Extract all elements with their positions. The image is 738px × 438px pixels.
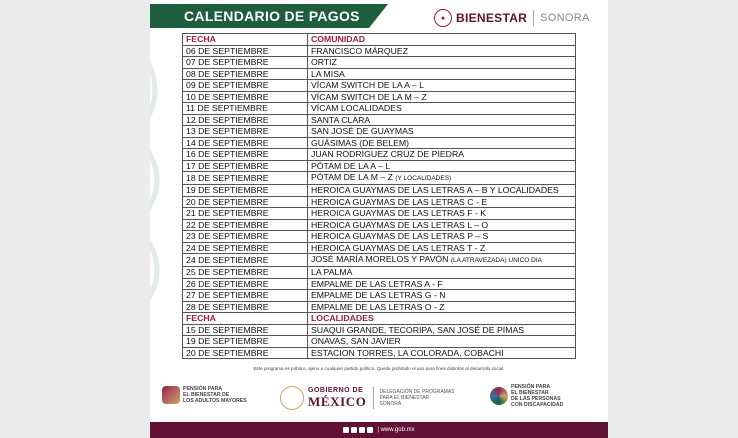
date-cell — [183, 114, 308, 126]
table-row — [183, 172, 576, 185]
table-row — [183, 196, 576, 208]
place-cell — [308, 301, 576, 313]
place-cell — [308, 242, 576, 254]
place-cell — [308, 208, 576, 220]
place-cell — [308, 185, 576, 197]
table-row — [183, 278, 576, 290]
date-cell — [183, 68, 308, 80]
date-cell — [183, 149, 308, 161]
logo-right-line: PENSIÓN PARA — [511, 384, 551, 390]
date-cell — [183, 126, 308, 138]
place-cell — [308, 219, 576, 231]
place-cell — [308, 267, 576, 279]
date-cell — [183, 290, 308, 302]
cell-text: PÓTAM DE LA M – Z — [311, 172, 393, 182]
cell-text: 28 DE SEPTIEMBRE — [186, 301, 269, 312]
cell-text: HEROICA GUAYMAS DE LAS LETRAS T - Z — [311, 242, 486, 253]
cell-text: HEROICA GUAYMAS DE LAS LETRAS P – S — [311, 231, 489, 242]
table-row — [183, 231, 576, 243]
brand-divider — [533, 10, 534, 26]
date-cell — [183, 347, 308, 359]
cell-text: 15 DE SEPTIEMBRE — [186, 324, 269, 335]
cell-text: LOCALIDADES — [311, 313, 374, 324]
table-row — [183, 267, 576, 279]
cell-text: PÓTAM DE LA A – L — [311, 160, 391, 171]
bottom-bar — [150, 422, 608, 438]
table-row — [183, 290, 576, 302]
gob-line2: MÉXICO — [308, 393, 367, 409]
cell-text: 09 DE SEPTIEMBRE — [186, 80, 269, 91]
logo-right-line: CON DISCAPACIDAD — [511, 402, 564, 408]
table-row — [183, 45, 576, 57]
place-cell — [308, 254, 576, 267]
table-row — [183, 103, 576, 115]
footer-logos — [150, 382, 608, 418]
date-cell — [183, 172, 308, 185]
cell-text: HEROICA GUAYMAS DE LAS LETRAS F - K — [311, 208, 487, 219]
adultos-mayores-logo — [162, 386, 247, 404]
date-cell — [183, 185, 308, 197]
place-cell — [308, 336, 576, 348]
cell-text: 17 DE SEPTIEMBRE — [186, 160, 269, 171]
table-row — [183, 137, 576, 149]
date-cell — [183, 137, 308, 149]
place-cell — [308, 196, 576, 208]
cell-text: JOSÉ MARÍA MORELOS Y PAVÓN — [311, 254, 449, 264]
table-row — [183, 336, 576, 348]
discapacidad-logo — [490, 384, 563, 408]
cell-text: LA PALMA — [311, 267, 353, 278]
place-note: (LA ATRAVEZADA) UNICO DIA — [450, 257, 542, 264]
place-cell — [308, 126, 576, 138]
delegacion-line: SONORA — [379, 401, 402, 407]
place-cell — [308, 80, 576, 92]
gob-divider — [373, 387, 374, 409]
cell-text: 22 DE SEPTIEMBRE — [186, 219, 269, 230]
table-header-localidades — [183, 313, 576, 325]
cell-text: 14 DE SEPTIEMBRE — [186, 137, 269, 148]
cell-text: 16 DE SEPTIEMBRE — [186, 149, 269, 160]
delegacion-line: PARA EL BIENESTAR — [379, 395, 430, 401]
place-cell — [308, 231, 576, 243]
date-cell — [183, 242, 308, 254]
header-place — [308, 34, 576, 46]
cell-text: ORTIZ — [311, 57, 337, 68]
date-cell — [183, 45, 308, 57]
cell-text: 18 DE SEPTIEMBRE — [186, 173, 269, 183]
cell-text: 19 DE SEPTIEMBRE — [186, 336, 269, 347]
cell-text: 19 DE SEPTIEMBRE — [186, 185, 269, 196]
cell-text: FRANCISCO MÁRQUEZ — [311, 45, 409, 56]
page-title: CALENDARIO DE PAGOS — [184, 8, 360, 24]
date-cell — [183, 80, 308, 92]
website-link[interactable]: | www.gob.mx — [377, 427, 415, 433]
place-cell — [308, 172, 576, 185]
table-row — [183, 219, 576, 231]
date-cell — [183, 196, 308, 208]
header-fecha — [183, 34, 308, 46]
table-row — [183, 185, 576, 197]
place-cell — [308, 68, 576, 80]
logo-right-line: DE LAS PERSONAS — [511, 396, 561, 402]
facebook-icon[interactable] — [343, 427, 349, 433]
date-cell — [183, 254, 308, 267]
table-row — [183, 68, 576, 80]
place-note: (Y LOCALIDADES) — [395, 175, 452, 182]
place-cell — [308, 57, 576, 69]
cell-text: 11 DE SEPTIEMBRE — [186, 103, 268, 114]
cell-text: 24 DE SEPTIEMBRE — [186, 255, 269, 265]
twitter-icon[interactable] — [351, 427, 357, 433]
cell-text: HEROICA GUAYMAS DE LAS LETRAS A – B Y LOCALIDADES — [311, 185, 559, 196]
logo-right-line: EL BIENESTAR — [511, 390, 549, 396]
cell-text: 07 DE SEPTIEMBRE — [186, 57, 269, 68]
cell-text: 20 DE SEPTIEMBRE — [186, 196, 269, 207]
instagram-icon[interactable] — [359, 427, 365, 433]
cell-text: JUAN RODRÍGUEZ CRUZ DE PIEDRA — [311, 149, 465, 160]
brand-state: SONORA — [540, 12, 590, 24]
cell-text: SANTA CLARA — [311, 114, 371, 125]
table-row — [183, 254, 576, 267]
payment-calendar-sheet — [150, 0, 608, 438]
date-cell — [183, 324, 308, 336]
logo-left-line: PENSIÓN PARA — [183, 386, 223, 392]
place-cell — [308, 137, 576, 149]
cell-text: GUÁSIMAS (DE BELEM) — [311, 137, 409, 148]
place-cell — [308, 160, 576, 172]
place-cell — [308, 45, 576, 57]
brand-name: BIENESTAR — [456, 11, 528, 25]
table-row — [183, 301, 576, 313]
cell-text: EMPALME DE LAS LETRAS O - Z — [311, 301, 445, 312]
date-cell — [183, 160, 308, 172]
cell-text: 12 DE SEPTIEMBRE — [186, 114, 269, 125]
cell-text: VÍCAM LOCALIDADES — [311, 103, 402, 114]
cell-text: VÍCAM SWITCH DE LA A – L — [311, 80, 424, 91]
place-cell — [308, 324, 576, 336]
discapacidad-icon — [490, 387, 508, 405]
date-cell — [183, 336, 308, 348]
table-row — [183, 208, 576, 220]
cell-text: SAN JOSÉ DE GUAYMAS — [311, 126, 414, 137]
cell-text: EMPALME DE LAS LETRAS A - F — [311, 278, 443, 289]
place-cell — [308, 114, 576, 126]
delegacion-line: DELEGACIÓN DE PROGRAMAS — [379, 389, 455, 395]
cell-text: 20 DE SEPTIEMBRE — [186, 347, 269, 358]
table-header — [183, 34, 576, 46]
cell-text: 27 DE SEPTIEMBRE — [186, 290, 269, 301]
social-icons — [343, 427, 373, 433]
date-cell — [183, 219, 308, 231]
date-cell — [183, 103, 308, 115]
cell-text: VÍCAM SWITCH DE LA M – Z — [311, 91, 427, 102]
cell-text: 13 DE SEPTIEMBRE — [186, 126, 269, 137]
logo-left-line: LOS ADULTOS MAYORES — [183, 398, 247, 404]
header-fecha — [183, 313, 308, 325]
place-cell — [308, 278, 576, 290]
table-row — [183, 347, 576, 359]
payment-table — [182, 33, 576, 359]
date-cell — [183, 57, 308, 69]
cell-text: 24 DE SEPTIEMBRE — [186, 242, 269, 253]
cell-text: ESTACION TORRES, LA COLORADA, COBACHI — [311, 347, 504, 358]
table-row — [183, 242, 576, 254]
place-cell — [308, 91, 576, 103]
cell-text: 23 DE SEPTIEMBRE — [186, 231, 269, 242]
cell-text: FECHA — [186, 34, 216, 45]
date-cell — [183, 231, 308, 243]
place-cell — [308, 103, 576, 115]
cell-text: 25 DE SEPTIEMBRE — [186, 267, 269, 278]
table-row — [183, 160, 576, 172]
coat-of-arms-icon — [280, 386, 304, 410]
adultos-mayores-icon — [162, 386, 180, 404]
date-cell — [183, 208, 308, 220]
cell-text: HEROICA GUAYMAS DE LAS LETRAS L – O — [311, 219, 489, 230]
cell-text: FECHA — [186, 313, 216, 324]
date-cell — [183, 267, 308, 279]
gobierno-mexico-logo — [280, 386, 455, 410]
cell-text: LA MISA — [311, 68, 345, 79]
gob-line1: GOBIERNO DE — [308, 386, 364, 394]
logo-left-line: EL BIENESTAR DE — [183, 392, 230, 398]
header-place — [308, 313, 576, 325]
table-row — [183, 91, 576, 103]
cell-text: HEROICA GUAYMAS DE LAS LETRAS C - E — [311, 196, 488, 207]
table-row — [183, 324, 576, 336]
table-row — [183, 114, 576, 126]
cell-text: 08 DE SEPTIEMBRE — [186, 68, 269, 79]
decorative-pattern — [150, 30, 182, 330]
date-cell — [183, 91, 308, 103]
cell-text: 10 DE SEPTIEMBRE — [186, 91, 269, 102]
table-row — [183, 80, 576, 92]
table-row — [183, 149, 576, 161]
cell-text: COMUNIDAD — [311, 34, 366, 45]
cell-text: ONAVAS, SAN JAVIER — [311, 336, 401, 347]
cell-text: 06 DE SEPTIEMBRE — [186, 45, 269, 56]
disclaimer: Este programa es público, ajeno a cualquier partido político. Queda prohibido el uso para fines distintos al desarrollo social. — [253, 366, 505, 371]
table-row — [183, 57, 576, 69]
bienestar-brand — [434, 8, 590, 28]
cell-text: 21 DE SEPTIEMBRE — [186, 208, 269, 219]
cell-text: EMPALME DE LAS LETRAS G - N — [311, 290, 446, 301]
cell-text: 26 DE SEPTIEMBRE — [186, 278, 269, 289]
eagle-seal-icon: ✦ — [434, 9, 452, 27]
place-cell — [308, 149, 576, 161]
place-cell — [308, 290, 576, 302]
table-row — [183, 126, 576, 138]
cell-text: SUAQUI GRANDE, TECORIPA, SAN JOSÉ DE PIMAS — [311, 324, 525, 335]
youtube-icon[interactable] — [367, 427, 373, 433]
date-cell — [183, 278, 308, 290]
place-cell — [308, 347, 576, 359]
date-cell — [183, 301, 308, 313]
